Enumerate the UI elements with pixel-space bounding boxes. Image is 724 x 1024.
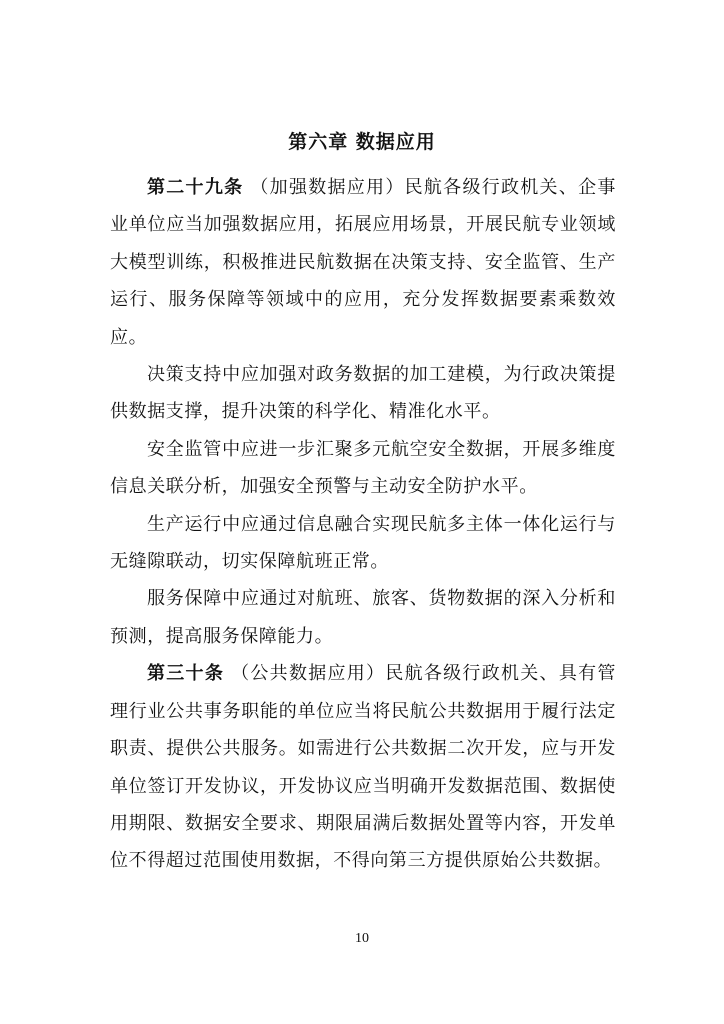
article-29-heading: （加强数据应用） xyxy=(250,177,405,198)
article-29-text: 民航各级行政机关、企事业单位应当加强数据应用，拓展应用场景，开展民航专业领域大模型训练，积极推进民航数据在决策支持、安全监管、生产运行、服务保障等领域中的应用，充分发挥数据要素乘数效应。 xyxy=(110,177,616,348)
article-29-safety-supervision: 安全监管中应进一步汇聚多元航空安全数据，开展多维度信息关联分析，加强安全预警与主动安全防护水平。 xyxy=(110,438,616,498)
article-30-text: 民航各级行政机关、具有管理行业公共事务职能的单位应当将民航公共数据用于履行法定职责、提供公共服务。如需进行公共数据二次开发，应与开发单位签订开发协议，开发协议应当明确开发数据范围、数据使用期限、数据安全要求、期限届满后数据处置等内容，开发单位不得超过范围使用数据，不得向第三方提供原始公共数据。 xyxy=(110,663,616,872)
chapter-title: 第六章 数据应用 xyxy=(288,131,436,153)
article-30-paragraph xyxy=(110,655,616,879)
article-29-paragraph xyxy=(110,169,616,356)
article-29-number: 第二十九条 xyxy=(147,177,244,198)
article-30-heading: （公共数据应用） xyxy=(231,663,386,685)
article-29-production-operation: 生产运行中应通过信息融合实现民航多主体一体化运行与无缝隙联动，切实保障航班正常。 xyxy=(110,513,616,573)
page-number: 10 xyxy=(355,931,369,946)
document-body xyxy=(110,169,616,880)
article-29-service-support: 服务保障中应通过对航班、旅客、货物数据的深入分析和预测，提高服务保障能力。 xyxy=(110,588,616,647)
article-30-number: 第三十条 xyxy=(147,663,225,685)
article-29-decision-support: 决策支持中应加强对政务数据的加工建模，为行政决策提供数据支撑，提升决策的科学化、精准化水平。 xyxy=(110,364,616,423)
